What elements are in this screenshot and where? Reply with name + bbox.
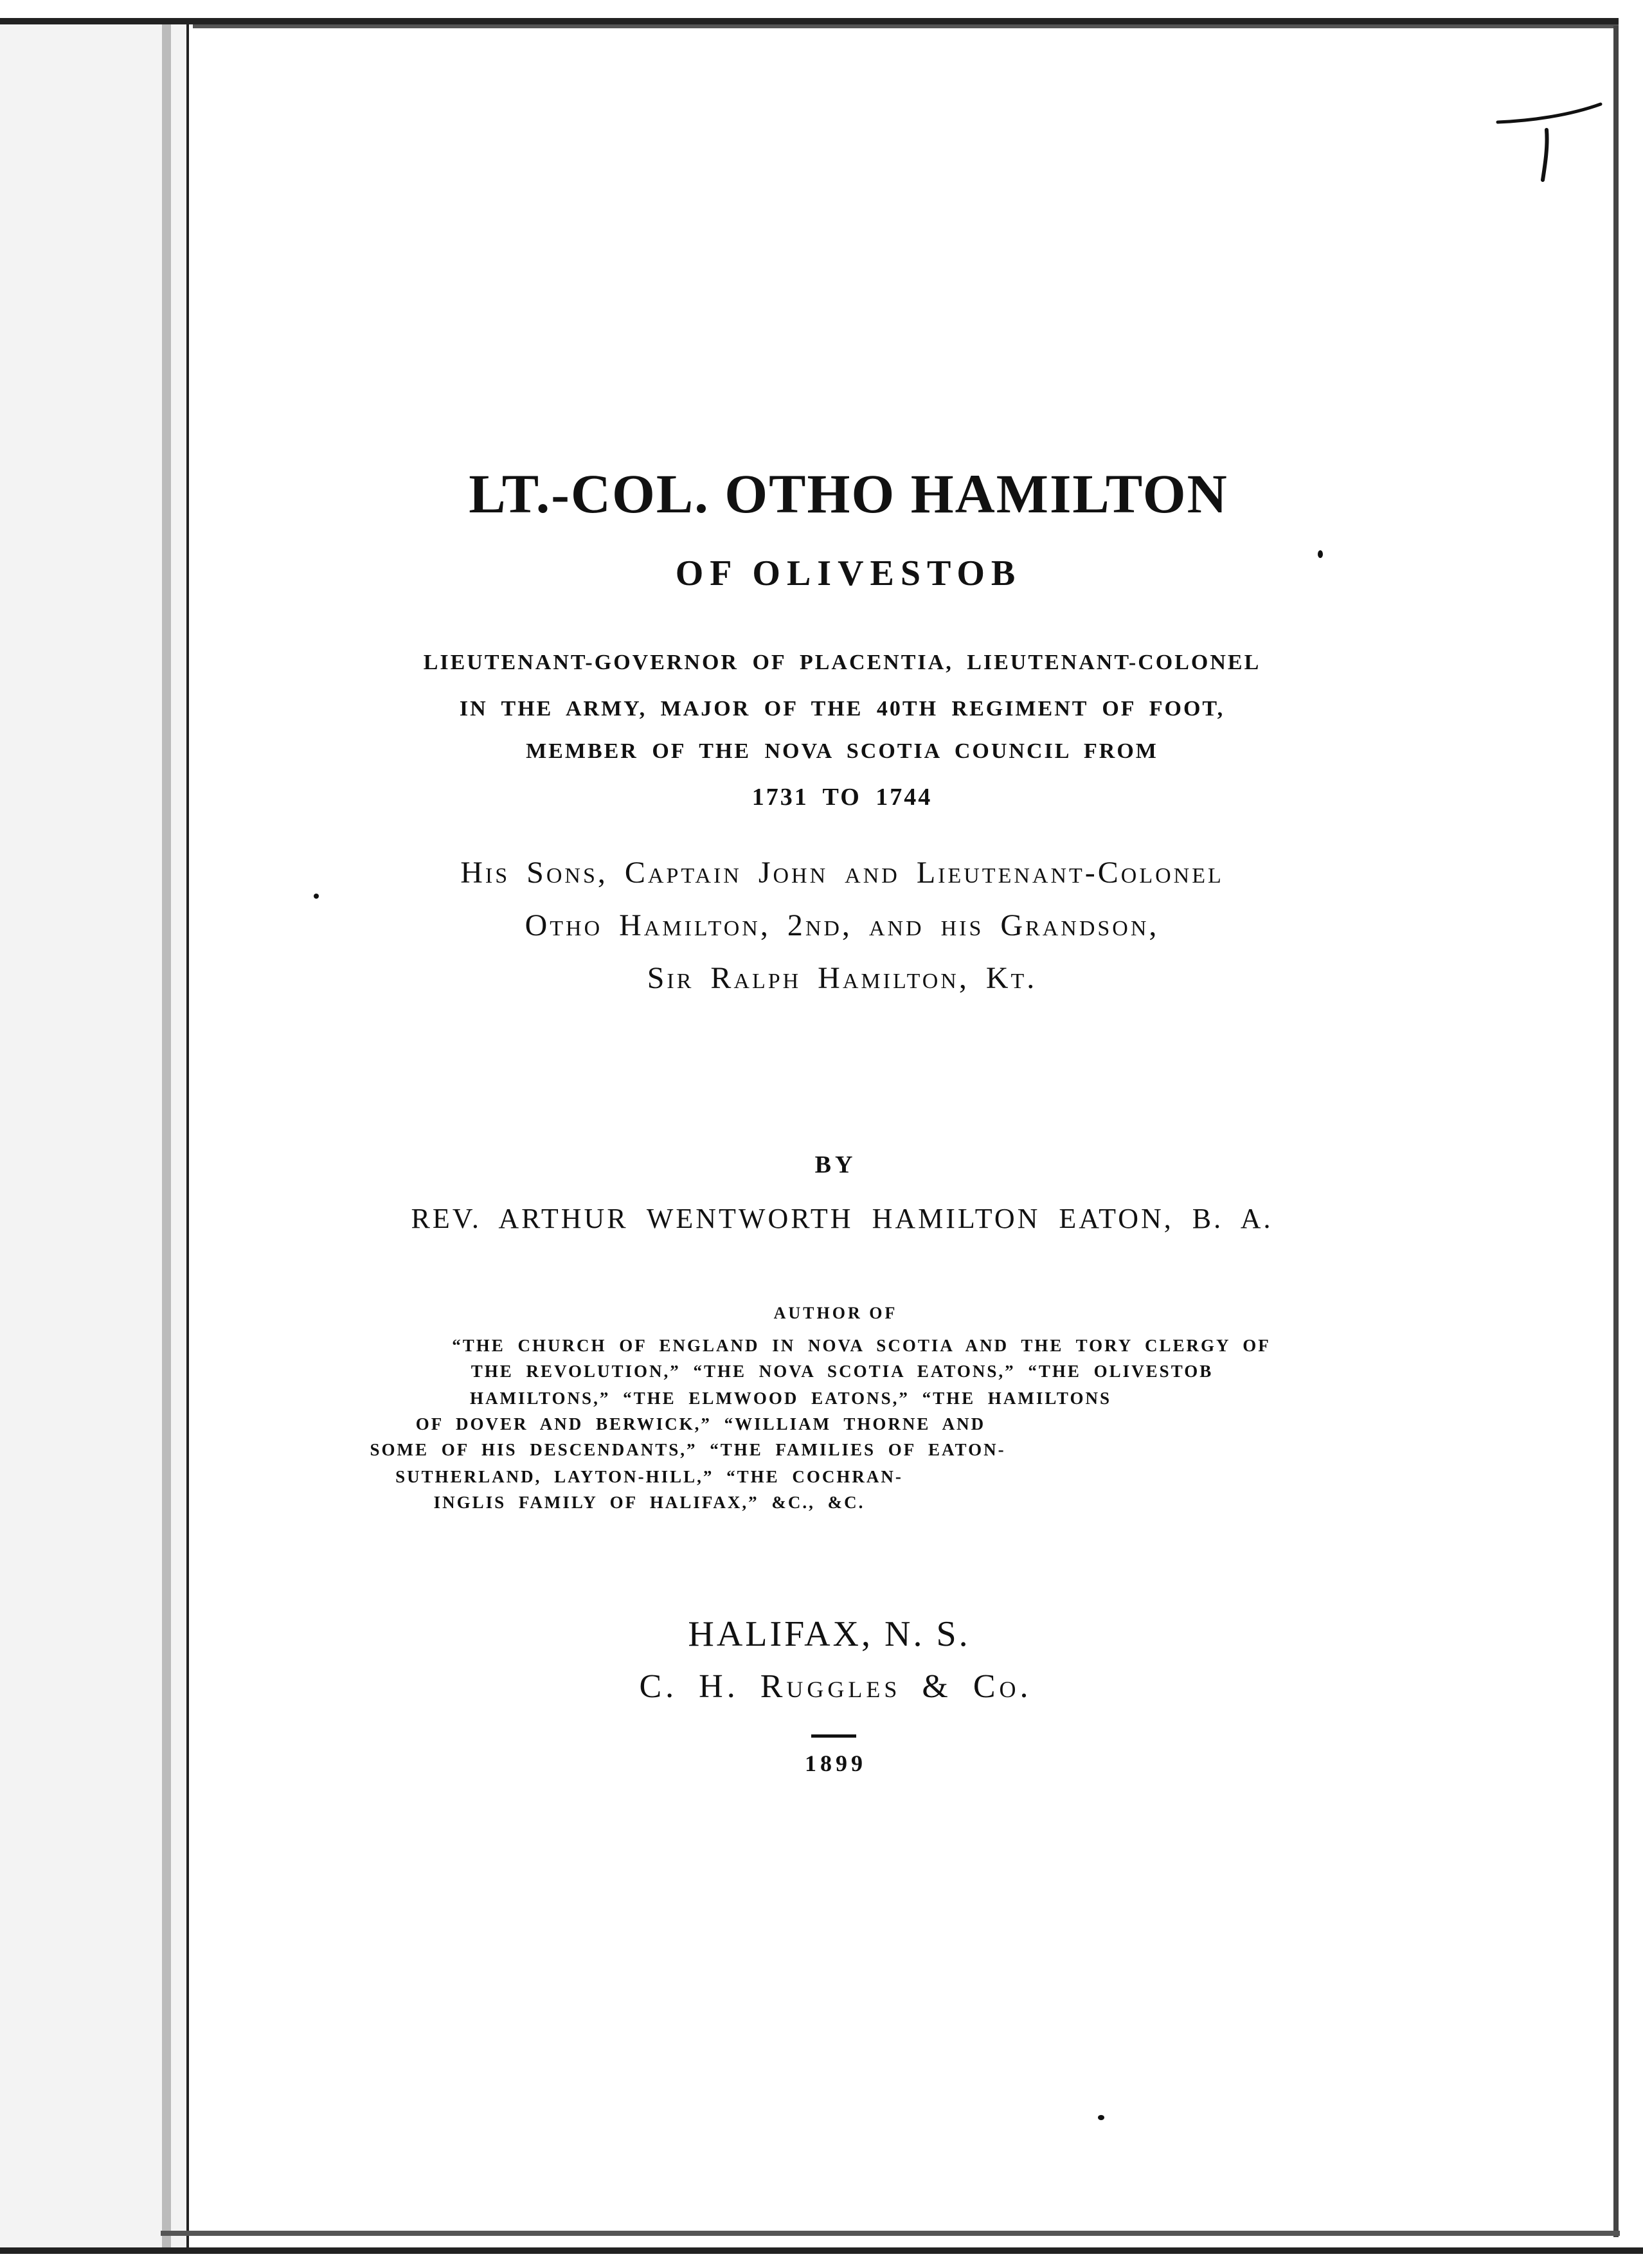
author-name: REV. ARTHUR WENTWORTH HAMILTON EATON, B. A. bbox=[411, 1203, 1273, 1234]
page-bottom-edge bbox=[161, 2231, 1620, 2236]
page-right-edge bbox=[1613, 26, 1619, 2237]
short-rule bbox=[811, 1734, 856, 1738]
works-line: SOME OF HIS DESCENDANTS,” “THE FAMILIES OF EATON- bbox=[370, 1440, 1006, 1459]
description-line: MEMBER OF THE NOVA SCOTIA COUNCIL FROM bbox=[526, 739, 1158, 763]
works-line: INGLIS FAMILY OF HALIFAX,” &C., &C. bbox=[433, 1493, 865, 1512]
ink-speck bbox=[314, 894, 319, 899]
works-line: THE REVOLUTION,” “THE NOVA SCOTIA EATONS,” “THE OLIVESTOB bbox=[471, 1362, 1214, 1381]
handwritten-mark-icon bbox=[1491, 96, 1607, 186]
sons-line: His Sons, Captain John and Lieutenant-Colonel bbox=[460, 856, 1224, 890]
sons-line: Sir Ralph Hamilton, Kt. bbox=[647, 961, 1037, 995]
page-top-edge bbox=[193, 24, 1620, 28]
description-line: IN THE ARMY, MAJOR OF THE 40TH REGIMENT OF FOOT, bbox=[459, 697, 1225, 721]
publication-city: HALIFAX, N. S. bbox=[688, 1614, 971, 1654]
author-of-label: AUTHOR OF bbox=[773, 1304, 898, 1322]
works-line: SUTHERLAND, LAYTON-HILL,” “THE COCHRAN- bbox=[395, 1467, 903, 1486]
binding-gutter bbox=[162, 19, 171, 2250]
by-label: BY bbox=[814, 1151, 857, 1178]
facing-page-edge bbox=[0, 19, 189, 2250]
right-margin-strip bbox=[1619, 0, 1643, 2268]
description-line: LIEUTENANT-GOVERNOR OF PLACENTIA, LIEUTENANT-COLONEL bbox=[423, 651, 1261, 674]
bottom-scan-border bbox=[0, 2247, 1643, 2254]
publisher-name: C. H. Ruggles & Co. bbox=[639, 1668, 1032, 1705]
ink-speck bbox=[1318, 550, 1323, 558]
book-subtitle: OF OLIVESTOB bbox=[675, 554, 1022, 593]
works-line: OF DOVER AND BERWICK,” “WILLIAM THORNE AND bbox=[415, 1414, 986, 1434]
ink-speck bbox=[1098, 2115, 1104, 2120]
book-title: LT.-COL. OTHO HAMILTON bbox=[469, 463, 1228, 525]
description-dates: 1731 TO 1744 bbox=[751, 784, 933, 811]
works-line: “THE CHURCH OF ENGLAND IN NOVA SCOTIA AND THE TORY CLERGY OF bbox=[452, 1336, 1271, 1355]
publication-year: 1899 bbox=[805, 1751, 866, 1776]
works-line: HAMILTONS,” “THE ELMWOOD EATONS,” “THE HAMILTONS bbox=[470, 1389, 1111, 1408]
sons-line: Otho Hamilton, 2nd, and his Grandson, bbox=[525, 908, 1160, 942]
top-scan-border bbox=[0, 18, 1643, 24]
